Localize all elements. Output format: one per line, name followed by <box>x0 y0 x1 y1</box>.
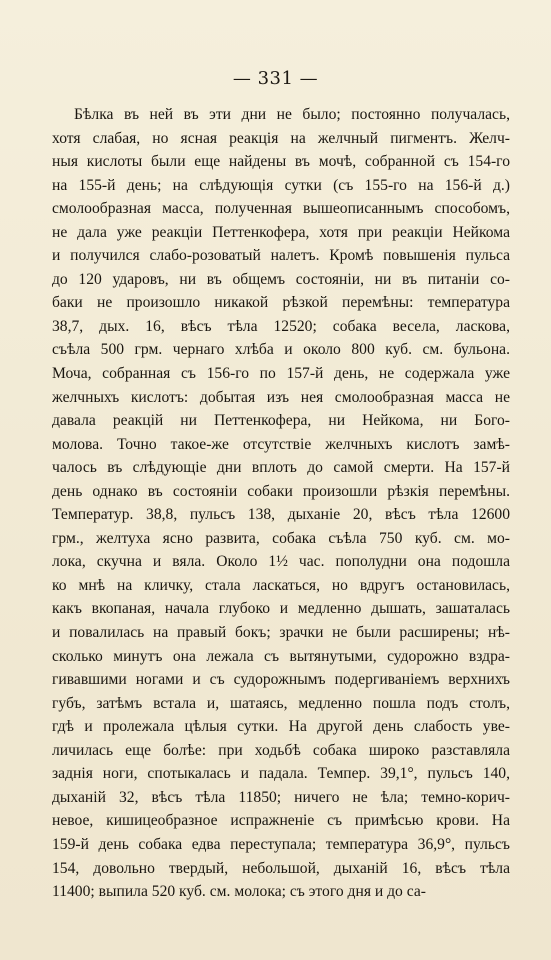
text-line: лока, скучна и вяла. Около 1½ час. пополудни она подошла <box>52 553 510 571</box>
text-line: на 155-й день; на слѣдующія сутки (съ 155-го на 156-й д.) <box>52 176 510 194</box>
text-line: невое, кишицеобразное испражненіе съ примѣсью крови. На <box>52 812 510 830</box>
text-line: не дала уже реакціи Петтенкофера, хотя при реакціи Нейкома <box>52 223 510 241</box>
text-line: Бѣлка въ ней въ эти дни не было; постоянно получалась, <box>74 106 510 123</box>
text-line: 11400; выпила 520 куб. см. молока; съ этого дня и до са- <box>52 883 426 901</box>
text-line: и получился слабо-розоватый налетъ. Кромѣ повышенія пульса <box>52 247 510 265</box>
text-line: дыханій 32, вѣсъ тѣла 11850; ничего не ѣла; темно-корич- <box>52 788 510 806</box>
text-line: ко мнѣ на кличку, стала ласкаться, но вдругъ остановилась, <box>52 576 510 594</box>
text-line: 159-й день собака едва переступала; температура 36,9°, пульсъ <box>52 835 510 853</box>
text-line: Температур. 38,8, пульсъ 138, дыханіе 20, вѣсъ тѣла 12600 <box>52 506 510 524</box>
text-line: до 120 ударовъ, ни въ общемъ состояніи, ни въ питаніи со- <box>52 270 510 288</box>
text-line: грм., желтуха ясно развита, собака съѣла 750 куб. см. мо- <box>52 529 510 547</box>
text-line: и повалилась на правый бокъ; зрачки не были расширены; нѣ- <box>52 624 510 642</box>
text-line: ныя кислоты были еще найдены въ мочѣ, собранной съ 154-го <box>52 153 510 171</box>
text-line: чалось въ слѣдующіе дни вплоть до самой смерти. На 157-й <box>52 459 510 477</box>
text-line: губъ, затѣмъ встала и, шатаясь, медленно пошла подъ столъ, <box>52 694 510 712</box>
text-line: 38,7, дых. 16, вѣсъ тѣла 12520; собака весела, ласкова, <box>52 317 510 335</box>
text-line: желчныхъ кислотъ: добытая изъ нея смолообразная масса не <box>52 388 510 406</box>
text-line: 154, довольно твердый, небольшой, дыханій 16, вѣсъ тѣла <box>52 859 510 877</box>
text-line: съѣла 500 грм. чернаго хлѣба и около 800 куб. см. бульона. <box>52 341 510 359</box>
text-line: хотя слабая, но ясная реакція на желчный пигментъ. Желч- <box>52 129 510 147</box>
text-line: смолообразная масса, полученная вышеописаннымъ способомъ, <box>52 200 510 218</box>
text-line: какъ вкопаная, начала глубоко и медленно дышать, зашаталась <box>52 600 510 618</box>
text-line: молова. Точно такое-же отсутствіе желчныхъ кислотъ замѣ- <box>52 435 510 453</box>
text-line: Моча, собранная съ 156-го по 157-й день, не содержала уже <box>52 365 510 383</box>
text-line: личилась еще болѣе: при ходьбѣ собака широко разставляла <box>52 741 510 759</box>
text-line: гивавшими ногами и съ судорожнымъ подергиваніемъ верхнихъ <box>52 671 510 689</box>
text-line: гдѣ и пролежала цѣлыя сутки. На другой день слабость уве- <box>52 718 510 736</box>
body-text <box>52 103 510 904</box>
text-line: баки не произошло никакой рѣзкой перемѣны: температура <box>52 294 510 312</box>
text-line: сколько минутъ она лежала съ вытянутыми, судорожно вздра- <box>52 647 510 665</box>
text-line: день однако въ состояніи собаки произошли рѣзкія перемѣны. <box>52 482 510 500</box>
text-line: давала реакцій ни Петтенкофера, ни Нейкома, ни Бого- <box>52 412 510 430</box>
text-line: заднія ноги, спотыкалась и падала. Темпер. 39,1°, пульсъ 140, <box>52 765 510 783</box>
page-number: — 331 — <box>232 68 319 89</box>
